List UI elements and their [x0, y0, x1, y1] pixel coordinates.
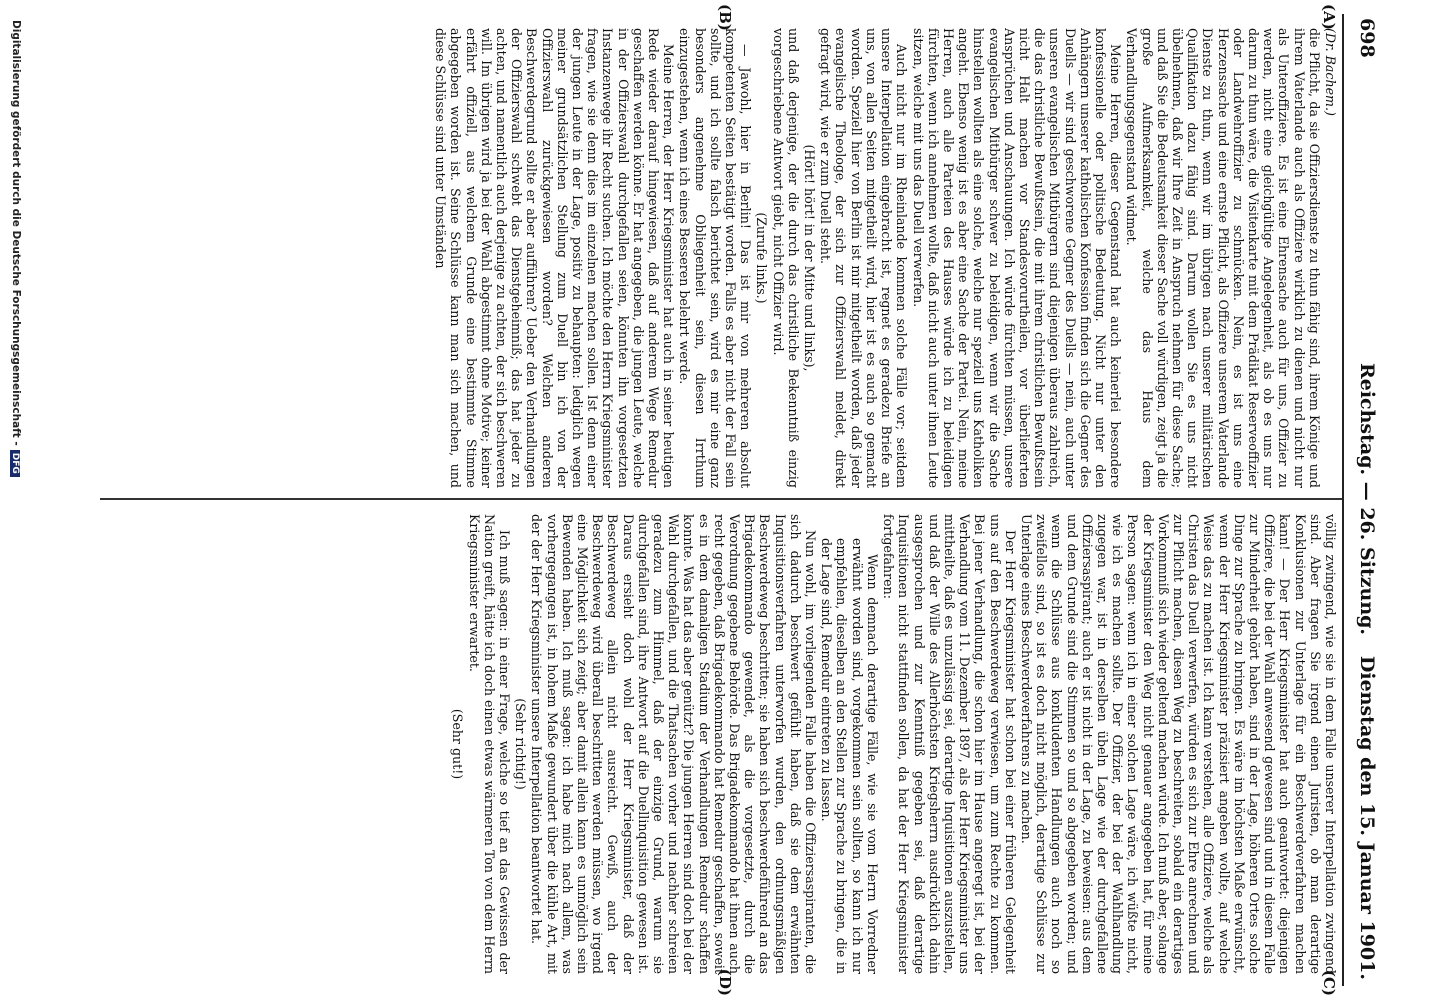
- credit-text: Digitalisierung gefördert durch die Deutsche Forschungsgemeinschaft -: [10, 20, 22, 446]
- page-number: 698: [1356, 18, 1378, 58]
- interjection: (Zurufe links.): [754, 212, 770, 304]
- paragraph: — Jawohl, hier in Berlin! Das ist mir von mehreren absolut kompetenten Seiten bestätigt worden. Falls es aber nicht der Fall sein sollte, und ich sollte falsch berichtet sein, wird es mir eine ganz besonders angenehme Obliegenheit sein, diesen Irrthum einzugestehen, wenn ich eines Besseren belehrt werde.: [677, 28, 754, 488]
- digitization-credit: [10, 20, 22, 477]
- right-text-column: [98, 514, 1338, 974]
- paragraph: Der Herr Kriegsminister hat schon bei einer früheren Gelegenheit uns auf den Beschwerdeweg verwiesen, um zum Rechte zu kommen. Bei jener Verhandlung, die schon hier im Hause angeregt ist, bei der Verhandlung vom 11. Dezember 1897, als der Herr Kriegsminister uns mittheilte, daß es unzulässig sei, derartige Inquisitionen auszustellen, und daß der Wille des Allerhöchsten Kriegsherrn ausdrücklich dahin ausgesprochen und zur Kenntniß gegeben sei, daß derartige Inquisitionen nicht stattfinden sollen, da hat der Herr Kriegsminister fortgefahren:: [881, 514, 1018, 974]
- margin-marker-b: (B): [716, 4, 734, 31]
- paragraph: Auch nicht nur im Rheinlande kommen solche Fälle vor; seitdem unsere Interpellation eingebracht ist, regnet es geradezu Briefe an uns, von allen Seiten mitgetheilt wird, hier ist es auch so gemacht worden. Speziell hier von Berlin ist mir mitgetheilt worden, daß jeder evangelische Theologe, der sich zur Offizierswahl meldet, direkt gefragt wird, wie er zum Duell steht.: [818, 28, 910, 488]
- header-date: Dienstag den 15. Januar 1901.: [1356, 655, 1378, 980]
- quotation: Wenn demnach derartige Fälle, wie sie vom Herrn Vorredner erwähnt worden sind, vorgekommen sein sollten, so kann ich nur empfehlen, dieselben an den Stellen zur Sprache zu bringen, die in der Lage sind, Remedur eintreten zu lassen.: [819, 538, 880, 974]
- interjection: (Sehr gut!): [450, 708, 466, 780]
- dfg-logo: DFG: [10, 450, 20, 477]
- paragraph: Meine Herren, dieser Gegenstand hat auch keinerlei besondere konfessionelle oder politische Bedeutung. Nicht nur unter den Anhängern unserer katholischen Konfession finden sich die Gegner des Duells — wir sind geschworene Gegner des Duells — nein, auch unter unseren evangelischen Mitbürgern sind diejenigen überaus zahlreich, die das christliche Bewußtsein, die mit ihrem christlichen Bewußtsein nicht Halt machen vor Standesvorurtheilen, vor überlieferten Ansprüchen und Anschauungen. Ich würde fürchten müssen, unsere evangelischen Mitbürger schwer zu beleidigen, wenn wir die Sache hinstellen wollten als eine solche, welche nur speziell uns Katholiken angeht. Ebenso wenig ist es aber eine Sache der Partei. Nein, meine Herren, auch alle Parteien des Hauses würde ich zu beleidigen fürchten, wenn ich annehmen wollte, daß nicht auch unter ihnen Leute sitzen, welche mit uns das Duell verwerfen.: [910, 28, 1124, 488]
- column-divider: [100, 498, 1342, 500]
- left-text-column: [98, 28, 1338, 488]
- paragraph: die Pflicht, da sie Offiziersdienste zu thun fähig sind, ihrem Könige und ihrem Vaterlande auch als Offiziere wirklich zu dienen und nicht nur als Unteroffiziere. Es ist eine Ehrensache auch für uns, Offizier zu werden, nicht eine gleichgültige Angelegenheit, als ob es uns nur darum zu thun wäre, die Visitenkarte mit dem Prädikat Reserveoffizier oder Landwehroffizier zu schmücken. Nein, es ist uns eine Herzenssache und eine ernste Pflicht, als Offiziere unserem Vaterlande Dienste zu thun, wenn wir im übrigen nach unserer militärischen Qualifikation dazu fähig sind. Darum wollen Sie es uns nicht übelnehmen, daß wir Ihre Zeit in Anspruch nehmen für diese Sache; und daß Sie die Bedeutsamkeit dieser Sache voll würdigen, zeigt ja die große Aufmerksamkeit, welche das Haus dem Verhandlungsgegenstand widmet.: [1124, 28, 1322, 488]
- paragraph: Meine Herren, der Herr Kriegsminister hat auch in seiner heutigen Rede wieder darauf hingewiesen, daß auf anderem Wege Remedur geschaffen werden könne. Er hat angegeben, die jungen Leute, welche in der Offizierswahl durchgefallen seien, könnten ihn vorgesetzten Instanzenwege ihr Recht suchen. Ich möchte den Herrn Kriegsminister fragen, wie sie denn dies im einzelnen machen sollen. Ist denn einer der jungen Leute in der Lage, positiv zu behaupten: lediglich wegen meiner grundsätzlichen Stellung zum Duell bin ich von der Offizierswahl zurückgewiesen worden? Welchen anderen Beschwerdegrund sollte er aber aufführen? Ueber den Verhandlungen der Offizierswahl schwebt das Dienstgeheimniß; das hat jeder zu achten, und namentlich auch derjenige zu achten, der sich beschweren will. Im übrigen wird ja bei der Wahl abgestimmt ohne Motive; keiner erfährt offiziell, aus welchem Grunde eine bestimmte Stimme abgegeben worden ist. Seine Schlüsse kann man sich machen, und diese Schlüsse sind unter Umständen: [433, 28, 677, 488]
- paragraph: und daß derjenige, der die durch das christliche Bekenntniß einzig vorgeschriebene Antwort giebt, nicht Offizier wird.: [770, 28, 801, 488]
- page-header: [1348, 18, 1378, 980]
- interjection: (Sehr richtig!): [513, 698, 529, 790]
- paragraph: Nun wohl, im vorliegenden Falle haben die Offiziersaspiranten, die sich dadurch beschwert gefühlt haben, daß sie dem erwähnten Inquisitionsverfahren unterworfen wurden, den ordnungsmäßigen Beschwerdeweg beschritten; sie haben sich beschwerdeführend an das Brigadekommando gewendet, als die vorgesetzte, durch die Verordnung gegebene Behörde. Das Brigadekommando hat ihnen auch recht gegeben, daß Brigadekommando hat Remedur geschaffen, soweit es in dem damaligen Stadium der Verhandlungen Remedur schaffen konnte. Was hat das aber genützt? Die jungen Herren sind doch bei der Wahl durchgefallen, und die Thatsachen vorher und nachher schreien geradezu zum Himmel, daß der einzige Grund, warum sie durchgefallen sind, ihre Antwort auf die Duellinquisition gewesen ist. Daraus ersieht doch wohl der Herr Kriegsminister, daß der Beschwerdeweg allein nicht ausreicht. Gewiß, auch der Beschwerdeweg wird überall beschritten werden müssen, wo irgend eine Möglichkeit sich zeigt; aber damit allein kann es unmöglich sein Bewenden haben. Ich muß sagen: ich habe mich nach allem, was vorhergegangen ist, in hohem Maße gewundert über die kühle Art, mit der der Herr Kriegsminister unsere Interpellation beantwortet hat.: [529, 514, 819, 974]
- margin-marker-c: (C): [1320, 969, 1338, 996]
- paragraph: Ich muß sagen: in einer Frage, welche so tief an das Gewissen der Nation greift, hätte ich doch einen etwas wärmeren Ton von dem Herrn Kriegsminister erwartet.: [466, 514, 513, 974]
- paragraph: völlig zwingend, wie sie in dem Falle unserer Interpellation zwingend sind. Aber fragen Sie irgend einen Juristen, ob man derartige Konklusionen zur Unterlage für ein Beschwerdeverfahren machen kann! — Der Herr Kriegsminister hat auch geantwortet: diejenigen Offiziere, die bei der Wahl anwesend gewesen sind und in diesem Falle zur Minderheit gehört haben, sind in der Lage, höheren Ortes solche Dinge zur Sprache zu bringen. Es wäre im höchsten Maße erwünscht, wenn der Herr Kriegsminister präzisiert angeben wollte, auf welche Weise das zu machen ist. Ich kann verstehen, alle Offiziere, welche als Christen das Duell verwerfen, würden es sich zur Ehre anrechnen und zur Pflicht machen, diesen Weg zu beschreiten, sobald ein derartiges Vorkommniß sich wieder geltend machen würde. Ich muß aber, solange der Kriegsminister den Weg nicht genauer angegeben hat, für meine Person sagen: wenn ich in einer solchen Lage wäre, ich wüßte nicht, wie ich es machen sollte. Der Offizier, der bei der Wahlhandlung zugegen war, ist in derselben übeln Lage wie der durchgefallene Offiziersaspirant; auch er ist nicht in der Lage, zu beweisen: aus dem und dem Grunde sind die Stimmen so und so abgegeben worden; und wenn die Schlüsse aus konkludenten Handlungen auch noch so zweifellos sind, so ist es doch nicht möglich, derartige Schlüsse zur Unterlage eines Beschwerdeverfahrens zu machen.: [1018, 514, 1338, 974]
- margin-marker-a: (A): [1320, 4, 1338, 30]
- margin-marker-d: (D): [716, 968, 734, 996]
- header-rule: [1342, 14, 1344, 986]
- header-title: Reichstag. — 26. Sitzung.: [1356, 362, 1378, 636]
- speaker-name: (Dr. Bachem.): [1323, 28, 1338, 116]
- interjection: (Hört! hört! in der Mitte und links),: [802, 144, 818, 372]
